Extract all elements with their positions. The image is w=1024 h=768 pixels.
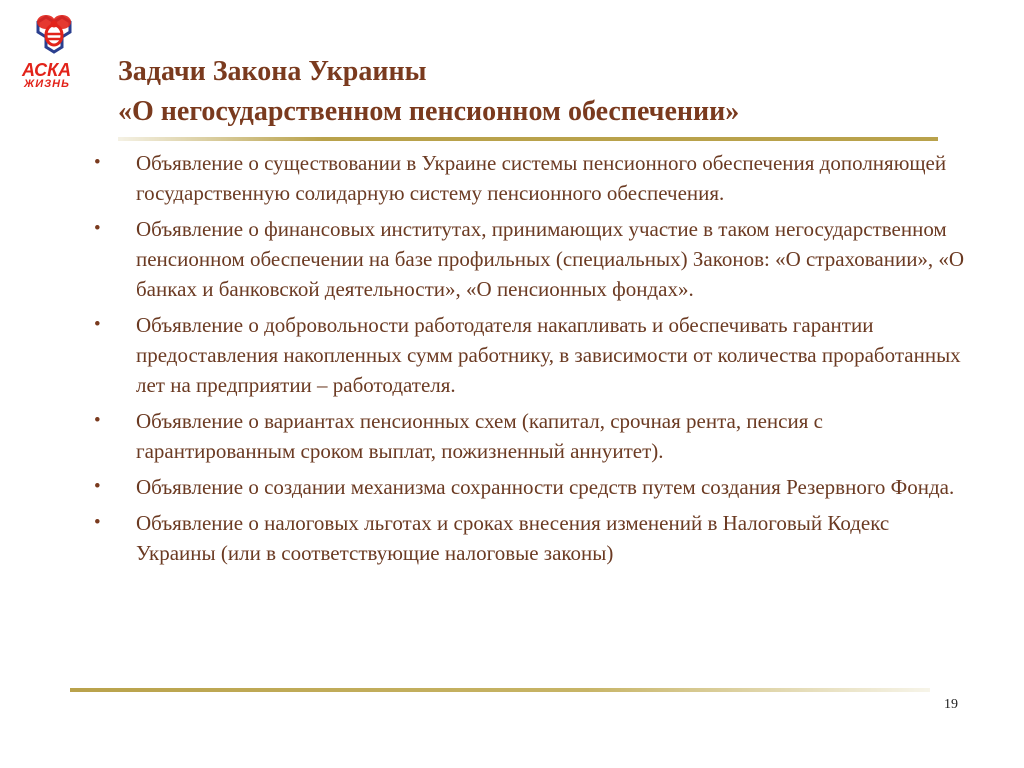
- list-item-text: Объявление о вариантах пенсионных схем (капитал, срочная рента, пенсия с гарантированным сроком выплат, пожизненный аннуитет).: [136, 409, 823, 463]
- list-item: [90, 472, 970, 502]
- list-item: [90, 148, 970, 208]
- list-item-text: Объявление о создании механизма сохранности средств путем создания Резервного Фонда.: [136, 475, 955, 499]
- logo-wordmark: АСКА: [22, 60, 72, 80]
- bee-logo-icon: [24, 8, 84, 60]
- bullet-marker: •: [94, 476, 101, 497]
- bullet-list: [90, 148, 970, 574]
- bullet-marker: •: [94, 410, 101, 431]
- logo-subtitle: ЖИЗНЬ: [24, 78, 70, 90]
- slide-title-line-1: Задачи Закона Украины: [118, 56, 427, 87]
- footer-divider: [70, 688, 930, 692]
- list-item-text: Объявление о существовании в Украине системы пенсионного обеспечения дополняющей государственную солидарную систему пенсионного обеспечения.: [136, 151, 947, 205]
- title-divider: [118, 137, 938, 141]
- bullet-marker: •: [94, 314, 101, 335]
- company-logo: [16, 8, 92, 88]
- page-number: 19: [944, 697, 958, 712]
- list-item-text: Объявление о налоговых льготах и сроках внесения изменений в Налоговый Кодекс Украины (или в соответствующие налоговые законы): [136, 511, 890, 565]
- list-item: [90, 214, 970, 304]
- slide-title: [118, 52, 739, 132]
- list-item-text: Объявление о финансовых институтах, принимающих участие в таком негосударственном пенсионном обеспечении на базе профильных (специальных) Законов: «О страховании», «О банках и банковской деятельности», «О пенсионных фондах».: [136, 217, 965, 301]
- list-item-text: Объявление о добровольности работодателя накапливать и обеспечивать гарантии предоставления накопленных сумм работнику, в зависимости от количества проработанных лет на предприятии – работодателя.: [136, 313, 961, 397]
- list-item: [90, 508, 970, 568]
- list-item: [90, 406, 970, 466]
- list-item: [90, 310, 970, 400]
- slide-title-line-2: «О негосударственном пенсионном обеспечении»: [118, 96, 740, 127]
- bullet-marker: •: [94, 512, 101, 533]
- bullet-marker: •: [94, 152, 101, 173]
- bullet-marker: •: [94, 218, 101, 239]
